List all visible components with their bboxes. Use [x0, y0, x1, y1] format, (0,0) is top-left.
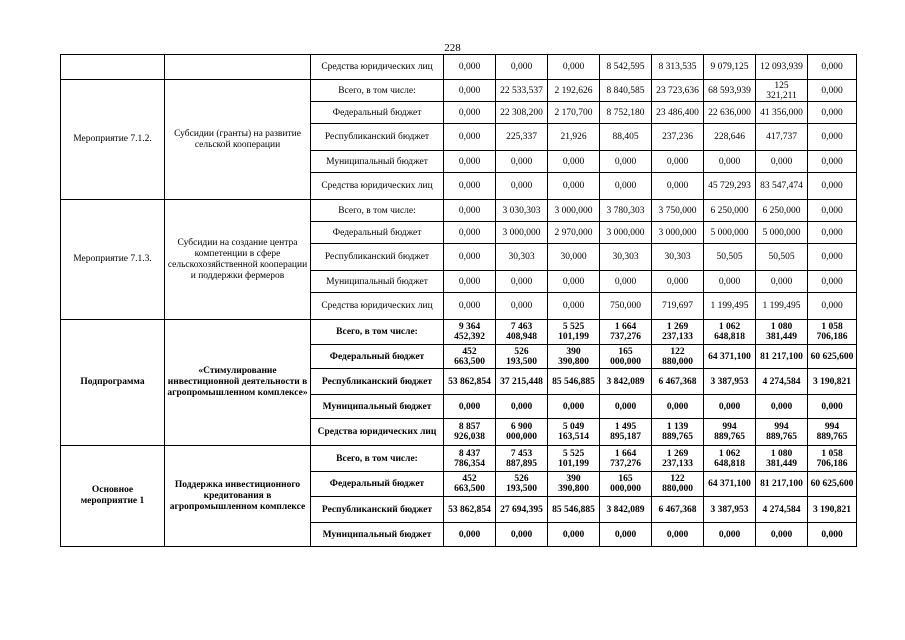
empty-cell: [61, 55, 165, 80]
value-cell: 0,000: [444, 200, 496, 222]
value-cell: 0,000: [496, 55, 548, 80]
value-cell: 0,000: [808, 173, 857, 200]
event-name: Поддержка инвестиционного кредитования в агропромышленном комплексе: [165, 446, 311, 547]
value-cell: 0,000: [756, 395, 808, 419]
value-cell: 3 190,821: [808, 369, 857, 395]
table-row: [61, 55, 857, 80]
value-cell: 0,000: [444, 523, 496, 547]
value-cell: 0,000: [808, 55, 857, 80]
value-cell: 1 199,495: [756, 293, 808, 320]
value-cell: 8 542,595: [600, 55, 652, 80]
value-cell: 0,000: [444, 80, 496, 102]
value-cell: 0,000: [808, 80, 857, 102]
value-cell: 37 215,448: [496, 369, 548, 395]
value-cell: 3 750,000: [652, 200, 704, 222]
value-cell: 0,000: [548, 293, 600, 320]
value-cell: 7 453 887,895: [496, 446, 548, 472]
value-cell: 0,000: [496, 293, 548, 320]
value-cell: 88,405: [600, 124, 652, 151]
value-cell: 0,000: [548, 151, 600, 173]
value-cell: 0,000: [808, 523, 857, 547]
funding-source: Всего, в том числе:: [311, 446, 444, 472]
value-cell: 994 889,765: [756, 419, 808, 446]
value-cell: 0,000: [652, 523, 704, 547]
value-cell: 8 857 926,038: [444, 419, 496, 446]
funding-source: Республиканский бюджет: [311, 369, 444, 395]
funding-source: Средства юридических лиц: [311, 173, 444, 200]
event-label: Подпрограмма: [61, 320, 165, 446]
value-cell: 50,505: [756, 244, 808, 271]
budget-table: [60, 54, 857, 547]
value-cell: 0,000: [444, 102, 496, 124]
value-cell: 0,000: [600, 395, 652, 419]
value-cell: 2 970,000: [548, 222, 600, 244]
value-cell: 4 274,584: [756, 497, 808, 523]
funding-source: Средства юридических лиц: [311, 419, 444, 446]
value-cell: 0,000: [600, 173, 652, 200]
value-cell: 0,000: [444, 124, 496, 151]
value-cell: 1 080 381,449: [756, 320, 808, 345]
funding-source: Федеральный бюджет: [311, 472, 444, 497]
value-cell: 0,000: [600, 523, 652, 547]
value-cell: 68 593,939: [704, 80, 756, 102]
value-cell: 8 752,180: [600, 102, 652, 124]
funding-source: Средства юридических лиц: [311, 293, 444, 320]
value-cell: 7 463 408,948: [496, 320, 548, 345]
value-cell: 23 723,636: [652, 80, 704, 102]
value-cell: 1 664 737,276: [600, 446, 652, 472]
value-cell: 6 467,368: [652, 497, 704, 523]
value-cell: 0,000: [808, 102, 857, 124]
value-cell: 83 547,474: [756, 173, 808, 200]
value-cell: 0,000: [548, 271, 600, 293]
value-cell: 0,000: [444, 244, 496, 271]
value-cell: 6 250,000: [756, 200, 808, 222]
value-cell: 165 000,000: [600, 472, 652, 497]
funding-source: Средства юридических лиц: [311, 55, 444, 80]
value-cell: 0,000: [704, 151, 756, 173]
value-cell: 1 058 706,186: [808, 320, 857, 345]
value-cell: 41 356,000: [756, 102, 808, 124]
value-cell: 0,000: [808, 200, 857, 222]
value-cell: 0,000: [444, 395, 496, 419]
value-cell: 719,697: [652, 293, 704, 320]
value-cell: 6 900 000,000: [496, 419, 548, 446]
value-cell: 21,926: [548, 124, 600, 151]
value-cell: 237,236: [652, 124, 704, 151]
value-cell: 0,000: [756, 271, 808, 293]
value-cell: 2 170,700: [548, 102, 600, 124]
value-cell: 452 663,500: [444, 345, 496, 369]
value-cell: 81 217,100: [756, 472, 808, 497]
value-cell: 0,000: [808, 151, 857, 173]
value-cell: 994 889,765: [808, 419, 857, 446]
value-cell: 1 058 706,186: [808, 446, 857, 472]
event-label: Мероприятие 7.1.3.: [61, 200, 165, 320]
value-cell: 12 093,939: [756, 55, 808, 80]
value-cell: 22 308,200: [496, 102, 548, 124]
value-cell: 526 193,500: [496, 472, 548, 497]
value-cell: 60 625,600: [808, 472, 857, 497]
value-cell: 0,000: [496, 173, 548, 200]
value-cell: 0,000: [808, 293, 857, 320]
value-cell: 0,000: [756, 151, 808, 173]
value-cell: 994 889,765: [704, 419, 756, 446]
value-cell: 0,000: [444, 55, 496, 80]
value-cell: 5 000,000: [704, 222, 756, 244]
table-row: [61, 80, 857, 102]
value-cell: 3 387,953: [704, 497, 756, 523]
value-cell: 3 780,303: [600, 200, 652, 222]
value-cell: 5 525 101,199: [548, 320, 600, 345]
value-cell: 0,000: [704, 395, 756, 419]
value-cell: 3 387,953: [704, 369, 756, 395]
value-cell: 0,000: [652, 395, 704, 419]
funding-source: Федеральный бюджет: [311, 345, 444, 369]
value-cell: 30,303: [496, 244, 548, 271]
value-cell: 3 190,821: [808, 497, 857, 523]
funding-source: Федеральный бюджет: [311, 222, 444, 244]
value-cell: 0,000: [496, 395, 548, 419]
value-cell: 0,000: [704, 523, 756, 547]
value-cell: 0,000: [444, 271, 496, 293]
value-cell: 3 000,000: [600, 222, 652, 244]
value-cell: 3 030,303: [496, 200, 548, 222]
value-cell: 8 313,535: [652, 55, 704, 80]
event-label: Мероприятие 7.1.2.: [61, 80, 165, 200]
value-cell: 0,000: [808, 271, 857, 293]
value-cell: 64 371,100: [704, 472, 756, 497]
value-cell: 3 842,089: [600, 369, 652, 395]
empty-cell: [165, 55, 311, 80]
value-cell: 85 546,885: [548, 497, 600, 523]
value-cell: 30,000: [548, 244, 600, 271]
value-cell: 0,000: [548, 173, 600, 200]
funding-source: Муниципальный бюджет: [311, 523, 444, 547]
value-cell: 81 217,100: [756, 345, 808, 369]
value-cell: 3 000,000: [548, 200, 600, 222]
event-label: Основное мероприятие 1: [61, 446, 165, 547]
value-cell: 417,737: [756, 124, 808, 151]
value-cell: 0,000: [548, 395, 600, 419]
value-cell: 22 636,000: [704, 102, 756, 124]
value-cell: 0,000: [600, 271, 652, 293]
value-cell: 0,000: [808, 244, 857, 271]
value-cell: 8 437 786,354: [444, 446, 496, 472]
value-cell: 0,000: [808, 395, 857, 419]
value-cell: 0,000: [548, 55, 600, 80]
value-cell: 0,000: [496, 271, 548, 293]
value-cell: 1 269 237,133: [652, 446, 704, 472]
funding-source: Всего, в том числе:: [311, 80, 444, 102]
value-cell: 30,303: [652, 244, 704, 271]
value-cell: 0,000: [548, 523, 600, 547]
value-cell: 165 000,000: [600, 345, 652, 369]
value-cell: 122 880,000: [652, 345, 704, 369]
value-cell: 0,000: [444, 151, 496, 173]
value-cell: 0,000: [652, 151, 704, 173]
value-cell: 0,000: [444, 173, 496, 200]
value-cell: 526 193,500: [496, 345, 548, 369]
funding-source: Всего, в том числе:: [311, 320, 444, 345]
value-cell: 53 862,854: [444, 369, 496, 395]
funding-source: Муниципальный бюджет: [311, 271, 444, 293]
value-cell: 390 390,800: [548, 472, 600, 497]
value-cell: 1 139 889,765: [652, 419, 704, 446]
table-row: [61, 446, 857, 472]
value-cell: 60 625,600: [808, 345, 857, 369]
value-cell: 45 729,293: [704, 173, 756, 200]
value-cell: 3 842,089: [600, 497, 652, 523]
value-cell: 1 062 648,818: [704, 446, 756, 472]
value-cell: 0,000: [808, 124, 857, 151]
value-cell: 6 467,368: [652, 369, 704, 395]
value-cell: 9 079,125: [704, 55, 756, 80]
value-cell: 30,303: [600, 244, 652, 271]
funding-source: Республиканский бюджет: [311, 124, 444, 151]
table-row: [61, 200, 857, 222]
value-cell: 750,000: [600, 293, 652, 320]
value-cell: 1 664 737,276: [600, 320, 652, 345]
value-cell: 1 080 381,449: [756, 446, 808, 472]
value-cell: 1 199,495: [704, 293, 756, 320]
value-cell: 22 533,537: [496, 80, 548, 102]
value-cell: 27 694,395: [496, 497, 548, 523]
value-cell: 0,000: [704, 271, 756, 293]
value-cell: 5 525 101,199: [548, 446, 600, 472]
value-cell: 228,646: [704, 124, 756, 151]
value-cell: 0,000: [652, 173, 704, 200]
value-cell: 122 880,000: [652, 472, 704, 497]
value-cell: 1 062 648,818: [704, 320, 756, 345]
funding-source: Муниципальный бюджет: [311, 395, 444, 419]
value-cell: 3 000,000: [652, 222, 704, 244]
funding-source: Федеральный бюджет: [311, 102, 444, 124]
value-cell: 1 269 237,133: [652, 320, 704, 345]
event-name: Субсидии (гранты) на развитие сельской кооперации: [165, 80, 311, 200]
value-cell: 64 371,100: [704, 345, 756, 369]
value-cell: 0,000: [756, 523, 808, 547]
funding-source: Республиканский бюджет: [311, 497, 444, 523]
event-name: «Стимулирование инвестиционной деятельности в агропромышленном комплексе»: [165, 320, 311, 446]
value-cell: 9 364 452,392: [444, 320, 496, 345]
value-cell: 8 840,585: [600, 80, 652, 102]
value-cell: 0,000: [600, 151, 652, 173]
value-cell: 0,000: [496, 523, 548, 547]
value-cell: 85 546,885: [548, 369, 600, 395]
value-cell: 6 250,000: [704, 200, 756, 222]
value-cell: 452 663,500: [444, 472, 496, 497]
value-cell: 2 192,626: [548, 80, 600, 102]
value-cell: 1 495 895,187: [600, 419, 652, 446]
value-cell: 0,000: [652, 271, 704, 293]
value-cell: 5 000,000: [756, 222, 808, 244]
value-cell: 125 321,211: [756, 80, 808, 102]
table-row: [61, 320, 857, 345]
value-cell: 0,000: [496, 151, 548, 173]
funding-source: Всего, в том числе:: [311, 200, 444, 222]
event-name: Субсидии на создание центра компетенции в сфере сельскохозяйственной кооперации и поддержки фермеров: [165, 200, 311, 320]
value-cell: 53 862,854: [444, 497, 496, 523]
value-cell: 0,000: [444, 222, 496, 244]
value-cell: 0,000: [808, 222, 857, 244]
value-cell: 225,337: [496, 124, 548, 151]
value-cell: 390 390,800: [548, 345, 600, 369]
funding-source: Республиканский бюджет: [311, 244, 444, 271]
value-cell: 50,505: [704, 244, 756, 271]
value-cell: 0,000: [444, 293, 496, 320]
value-cell: 4 274,584: [756, 369, 808, 395]
page-number: 228: [444, 42, 461, 54]
value-cell: 5 049 163,514: [548, 419, 600, 446]
value-cell: 23 486,400: [652, 102, 704, 124]
funding-source: Муниципальный бюджет: [311, 151, 444, 173]
value-cell: 3 000,000: [496, 222, 548, 244]
